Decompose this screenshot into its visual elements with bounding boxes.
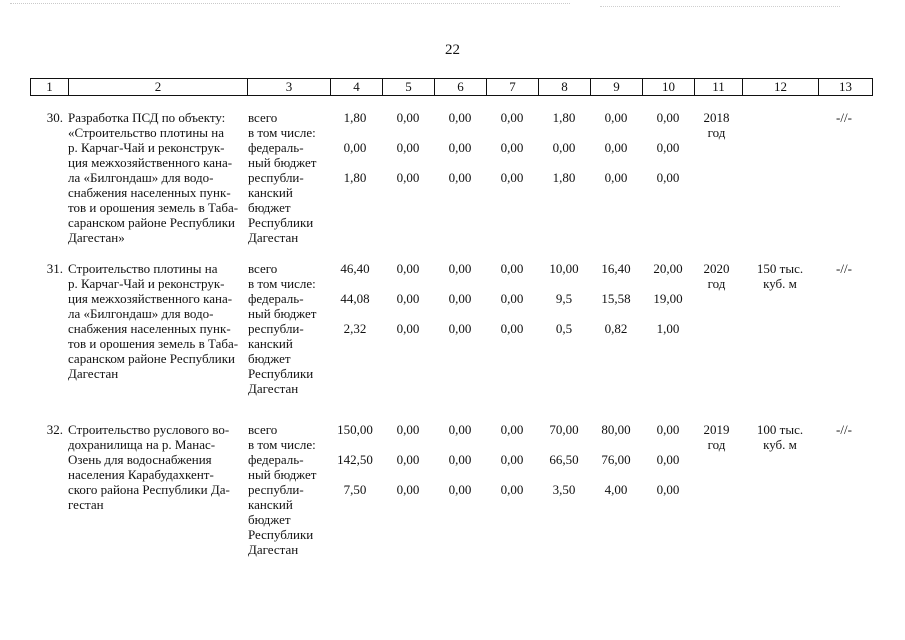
- amount-column-4: [330, 422, 380, 512]
- amount-value: 0,00: [448, 291, 472, 306]
- amount-value: 46,40: [340, 261, 370, 276]
- completion-year: [694, 110, 739, 140]
- header-cell: 1: [31, 79, 69, 96]
- amount-value: 0,00: [500, 140, 524, 155]
- project-name-line: снабжения населенных пунк-: [68, 185, 231, 200]
- amount-value: 150,00: [337, 422, 373, 437]
- project-name: [68, 422, 275, 512]
- amount-value: 142,50: [337, 452, 373, 467]
- amount-value: 0,00: [656, 110, 680, 125]
- funding-source: [248, 261, 338, 396]
- note: -//-: [836, 422, 852, 437]
- row-number: 31.: [46, 261, 63, 276]
- funding-source-line: в том числе:: [248, 125, 316, 140]
- amount-column-5: [382, 110, 434, 200]
- amount-value: 10,00: [549, 261, 579, 276]
- project-name-line: ция межхозяйственного кана-: [68, 155, 233, 170]
- funding-source-line: бюджет: [248, 200, 291, 215]
- project-name-line: снабжения населенных пунк-: [68, 321, 231, 336]
- header-cell: 10: [643, 79, 695, 96]
- amount-column-4: [330, 110, 380, 200]
- funding-source-line: федераль-: [248, 140, 304, 155]
- header-row: [31, 79, 873, 96]
- project-name-line: Разработка ПСД по объекту:: [68, 110, 226, 125]
- amount-value: 0,00: [656, 452, 680, 467]
- amount-column-7: [486, 422, 538, 512]
- funding-source-line: всего: [248, 261, 278, 276]
- amount-value: 1,80: [552, 110, 576, 125]
- header-cell: 12: [743, 79, 819, 96]
- funding-source-line: всего: [248, 110, 278, 125]
- funding-source-line: республи-: [248, 170, 304, 185]
- amount-value: 0,00: [500, 291, 524, 306]
- project-name-line: дохранилища на р. Манас-: [68, 437, 216, 452]
- header-cell: 5: [383, 79, 435, 96]
- amount-column-5: [382, 261, 434, 351]
- amount-value: 80,00: [601, 422, 631, 437]
- project-name-line: тов и орошения земель в Таба-: [68, 336, 239, 351]
- project-name-line: Озень для водоснабжения: [68, 452, 212, 467]
- amount-value: 20,00: [653, 261, 683, 276]
- project-name-line: саранском районе Республики: [68, 215, 236, 230]
- amount-value: 0,00: [448, 482, 472, 497]
- project-name-line: ла «Билгондаш» для водо-: [68, 306, 214, 321]
- header-cell: 11: [695, 79, 743, 96]
- scan-artifact: [600, 6, 840, 11]
- amount-value: 0,00: [500, 422, 524, 437]
- amount-value: 0,00: [500, 110, 524, 125]
- header-cell: 7: [487, 79, 539, 96]
- header-cell: 9: [591, 79, 643, 96]
- amount-value: 0,00: [396, 452, 420, 467]
- header-cell: 4: [331, 79, 383, 96]
- note: -//-: [836, 110, 852, 125]
- funding-source-line: бюджет: [248, 512, 291, 527]
- funding-source-line: федераль-: [248, 452, 304, 467]
- amount-value: 70,00: [549, 422, 579, 437]
- completion-year-line: год: [707, 125, 726, 140]
- project-name-line: населения Карабудахкент-: [68, 467, 214, 482]
- capacity: [742, 261, 818, 291]
- funding-source-line: республи-: [248, 321, 304, 336]
- amount-value: 0,00: [656, 170, 680, 185]
- amount-value: 1,00: [656, 321, 680, 336]
- amount-value: 0,00: [343, 140, 367, 155]
- amount-value: 16,40: [601, 261, 631, 276]
- header-cell: 2: [69, 79, 248, 96]
- note: -//-: [836, 261, 852, 276]
- header-cell: 6: [435, 79, 487, 96]
- funding-source-line: в том числе:: [248, 276, 316, 291]
- amount-value: 0,00: [448, 110, 472, 125]
- completion-year-line: год: [707, 437, 726, 452]
- project-name-line: ского района Республики Да-: [68, 482, 230, 497]
- project-name-line: ция межхозяйственного кана-: [68, 291, 233, 306]
- page-number: 22: [445, 42, 460, 58]
- project-name-line: р. Карчаг-Чай и реконструк-: [68, 140, 225, 155]
- project-name-line: «Строительство плотины на: [68, 125, 224, 140]
- row-number: 32.: [46, 422, 63, 437]
- amount-value: 0,00: [396, 422, 420, 437]
- amount-value: 66,50: [549, 452, 579, 467]
- amount-value: 0,82: [604, 321, 628, 336]
- completion-year-line: 2020: [703, 261, 730, 276]
- amount-column-8: [538, 422, 590, 512]
- funding-source-line: ный бюджет: [248, 155, 317, 170]
- project-name-line: Строительство руслового во-: [68, 422, 230, 437]
- funding-source-line: Дагестан: [248, 542, 299, 557]
- amount-value: 1,80: [343, 170, 367, 185]
- amount-value: 0,5: [555, 321, 573, 336]
- amount-column-9: [590, 110, 642, 200]
- completion-year-line: 2019: [703, 422, 730, 437]
- funding-source-line: всего: [248, 422, 278, 437]
- amount-value: 0,00: [396, 291, 420, 306]
- funding-source-line: бюджет: [248, 351, 291, 366]
- amount-column-4: [330, 261, 380, 351]
- header-cell: 13: [819, 79, 873, 96]
- amount-value: 0,00: [396, 261, 420, 276]
- amount-value: 7,50: [343, 482, 367, 497]
- amount-value: 0,00: [448, 261, 472, 276]
- project-name-line: р. Карчаг-Чай и реконструк-: [68, 276, 225, 291]
- header-cell: 3: [248, 79, 331, 96]
- project-name-line: тов и орошения земель в Таба-: [68, 200, 239, 215]
- amount-column-7: [486, 261, 538, 351]
- completion-year: [694, 422, 739, 452]
- funding-source-line: республи-: [248, 482, 304, 497]
- funding-source: [248, 110, 338, 245]
- funding-source-line: канский: [248, 185, 293, 200]
- amount-value: 0,00: [448, 140, 472, 155]
- amount-column-9: [590, 261, 642, 351]
- funding-source-line: Дагестан: [248, 381, 299, 396]
- amount-value: 0,00: [500, 452, 524, 467]
- amount-value: 0,00: [396, 170, 420, 185]
- amount-column-6: [434, 422, 486, 512]
- amount-value: 3,50: [552, 482, 576, 497]
- amount-value: 0,00: [656, 482, 680, 497]
- funding-source-line: ный бюджет: [248, 467, 317, 482]
- funding-source-line: ный бюджет: [248, 306, 317, 321]
- header-cell: 8: [539, 79, 591, 96]
- amount-column-8: [538, 110, 590, 200]
- amount-value: 0,00: [500, 261, 524, 276]
- amount-value: 0,00: [500, 170, 524, 185]
- amount-value: 9,5: [555, 291, 573, 306]
- row-number: 30.: [46, 110, 63, 125]
- amount-value: 0,00: [448, 452, 472, 467]
- project-name: [68, 110, 275, 245]
- capacity-line: 150 тыс.: [756, 261, 804, 276]
- funding-source-line: Республики: [248, 527, 314, 542]
- amount-value: 0,00: [656, 140, 680, 155]
- project-name-line: Дагестан»: [68, 230, 125, 245]
- amount-column-6: [434, 261, 486, 351]
- project-name-line: Строительство плотины на: [68, 261, 218, 276]
- capacity-line: куб. м: [763, 437, 797, 452]
- completion-year-line: 2018: [703, 110, 730, 125]
- amount-value: 1,80: [343, 110, 367, 125]
- amount-value: 0,00: [448, 422, 472, 437]
- amount-column-10: [642, 422, 694, 512]
- amount-value: 1,80: [552, 170, 576, 185]
- amount-column-10: [642, 261, 694, 351]
- amount-value: 0,00: [500, 321, 524, 336]
- amount-value: 0,00: [396, 140, 420, 155]
- amount-value: 0,00: [604, 170, 628, 185]
- capacity: [742, 422, 818, 452]
- funding-source-line: федераль-: [248, 291, 304, 306]
- project-name-line: гестан: [68, 497, 104, 512]
- amount-value: 0,00: [448, 170, 472, 185]
- amount-value: 0,00: [500, 482, 524, 497]
- column-number-header: [30, 78, 873, 96]
- amount-column-8: [538, 261, 590, 351]
- funding-source: [248, 422, 338, 557]
- funding-source-line: Республики: [248, 366, 314, 381]
- funding-source-line: Республики: [248, 215, 314, 230]
- amount-value: 4,00: [604, 482, 628, 497]
- amount-value: 44,08: [340, 291, 370, 306]
- capacity-line: куб. м: [763, 276, 797, 291]
- amount-value: 0,00: [448, 321, 472, 336]
- amount-value: 19,00: [653, 291, 683, 306]
- amount-value: 76,00: [601, 452, 631, 467]
- funding-source-line: канский: [248, 497, 293, 512]
- scan-artifact: [10, 3, 570, 10]
- amount-value: 0,00: [552, 140, 576, 155]
- project-name-line: Дагестан: [68, 366, 119, 381]
- completion-year: [694, 261, 739, 291]
- amount-value: 15,58: [601, 291, 631, 306]
- project-name-line: ла «Билгондаш» для водо-: [68, 170, 214, 185]
- amount-column-10: [642, 110, 694, 200]
- completion-year-line: год: [707, 276, 726, 291]
- amount-column-7: [486, 110, 538, 200]
- funding-source-line: канский: [248, 336, 293, 351]
- amount-column-6: [434, 110, 486, 200]
- amount-value: 0,00: [604, 110, 628, 125]
- project-name: [68, 261, 275, 381]
- amount-column-9: [590, 422, 642, 512]
- amount-value: 0,00: [396, 321, 420, 336]
- amount-value: 0,00: [396, 482, 420, 497]
- funding-source-line: Дагестан: [248, 230, 299, 245]
- funding-source-line: в том числе:: [248, 437, 316, 452]
- amount-value: 0,00: [396, 110, 420, 125]
- amount-value: 0,00: [604, 140, 628, 155]
- amount-value: 0,00: [656, 422, 680, 437]
- amount-value: 2,32: [343, 321, 367, 336]
- project-name-line: саранском районе Республики: [68, 351, 236, 366]
- amount-column-5: [382, 422, 434, 512]
- capacity-line: 100 тыс.: [756, 422, 804, 437]
